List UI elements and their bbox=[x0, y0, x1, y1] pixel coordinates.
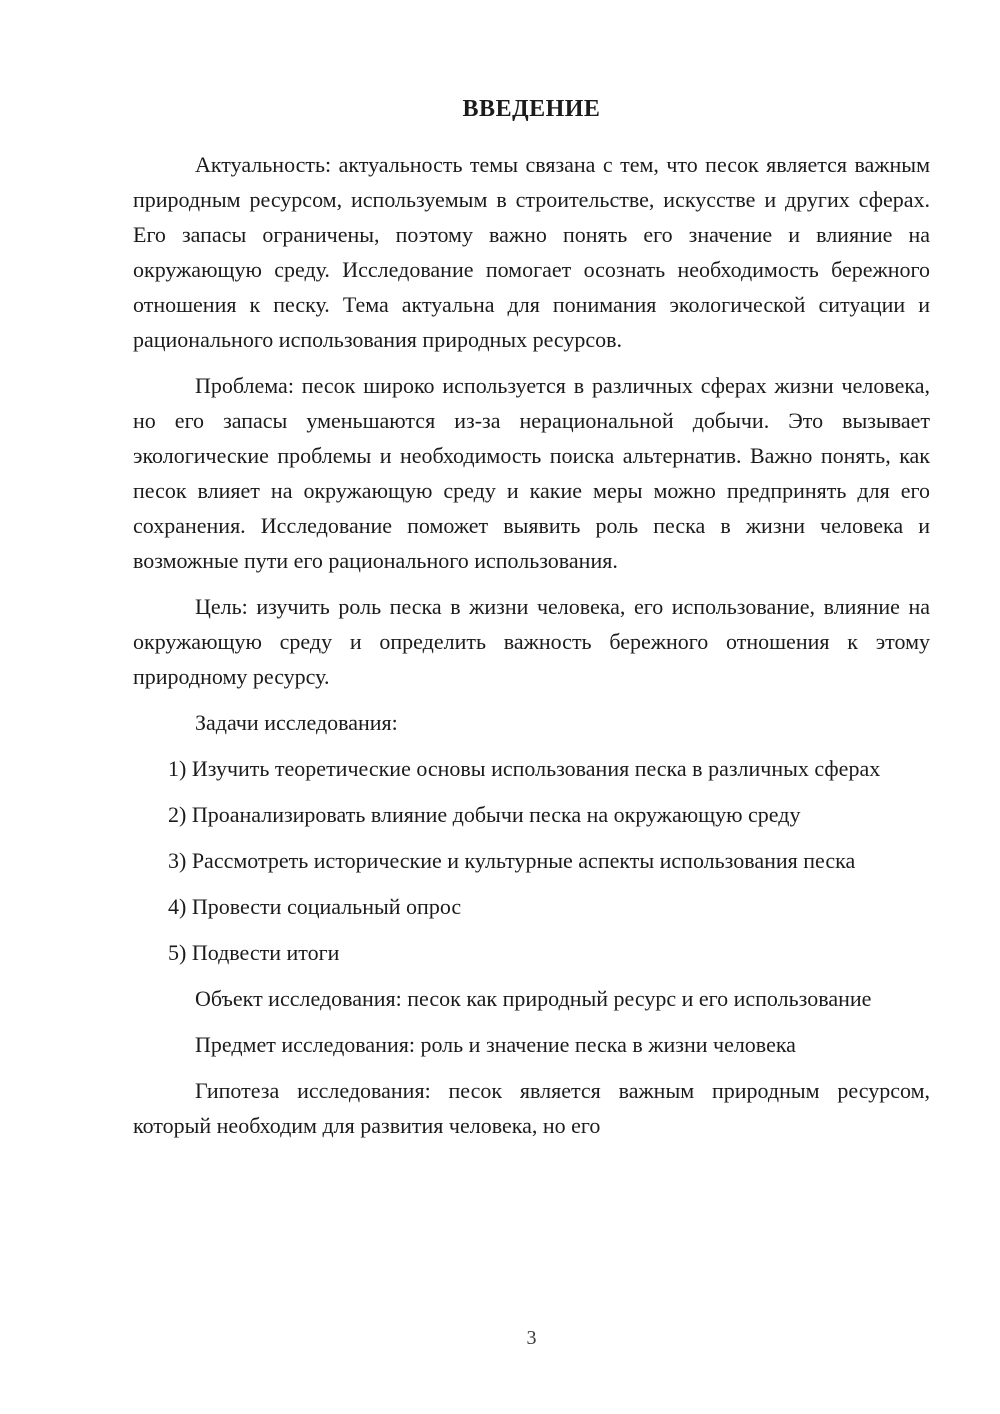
paragraph-tsel: Цель: изучить роль песка в жизни человека, его использование, влияние на окружающую среду и определить важность бережного отношения к этому природному ресурсу. bbox=[133, 594, 930, 689]
paragraph-gipoteza: Гипотеза исследования: песок является важным природным ресурсом, который необходим для развития человека, но его bbox=[133, 1078, 930, 1138]
list-item-5: 5) Подвести итоги bbox=[168, 940, 340, 965]
paragraph-obekt: Объект исследования: песок как природный ресурс и его использование bbox=[195, 986, 872, 1011]
paragraph-predmet: Предмет исследования: роль и значение песка в жизни человека bbox=[195, 1032, 796, 1057]
page-number: 3 bbox=[526, 1327, 537, 1349]
page-title: ВВЕДЕНИЕ bbox=[462, 96, 601, 122]
paragraph-problema: Проблема: песок широко используется в различных сферах жизни человека, но его запасы уменьшаются из-за нерациональной добычи. Это вызывает экологические проблемы и необходимость поиска альтернатив. Важно понять, как песок влияет на окружающую среду и какие меры можно предпринять для его сохранения. Исследование поможет выявить роль песка в жизни человека и возможные пути его рационального использования. bbox=[133, 373, 930, 573]
list-item-1: 1) Изучить теоретические основы использования песка в различных сферах bbox=[168, 756, 881, 781]
list-item-2: 2) Проанализировать влияние добычи песка на окружающую среду bbox=[168, 802, 801, 827]
list-item-3: 3) Рассмотреть исторические и культурные аспекты использования песка bbox=[168, 848, 856, 873]
document-page bbox=[133, 95, 930, 1154]
paragraph-zadachi: Задачи исследования: bbox=[195, 710, 398, 735]
list-item-4: 4) Провести социальный опрос bbox=[168, 894, 462, 919]
paragraph-aktualnost: Актуальность: актуальность темы связана с тем, что песок является важным природным ресурсом, используемым в строительстве, искусстве и других сферах. Его запасы ограничены, поэтому важно понять его значение и влияние на окружающую среду. Исследование помогает осознать необходимость бережного отношения к песку. Тема актуальна для понимания экологической ситуации и рационального использования природных ресурсов. bbox=[133, 152, 930, 352]
